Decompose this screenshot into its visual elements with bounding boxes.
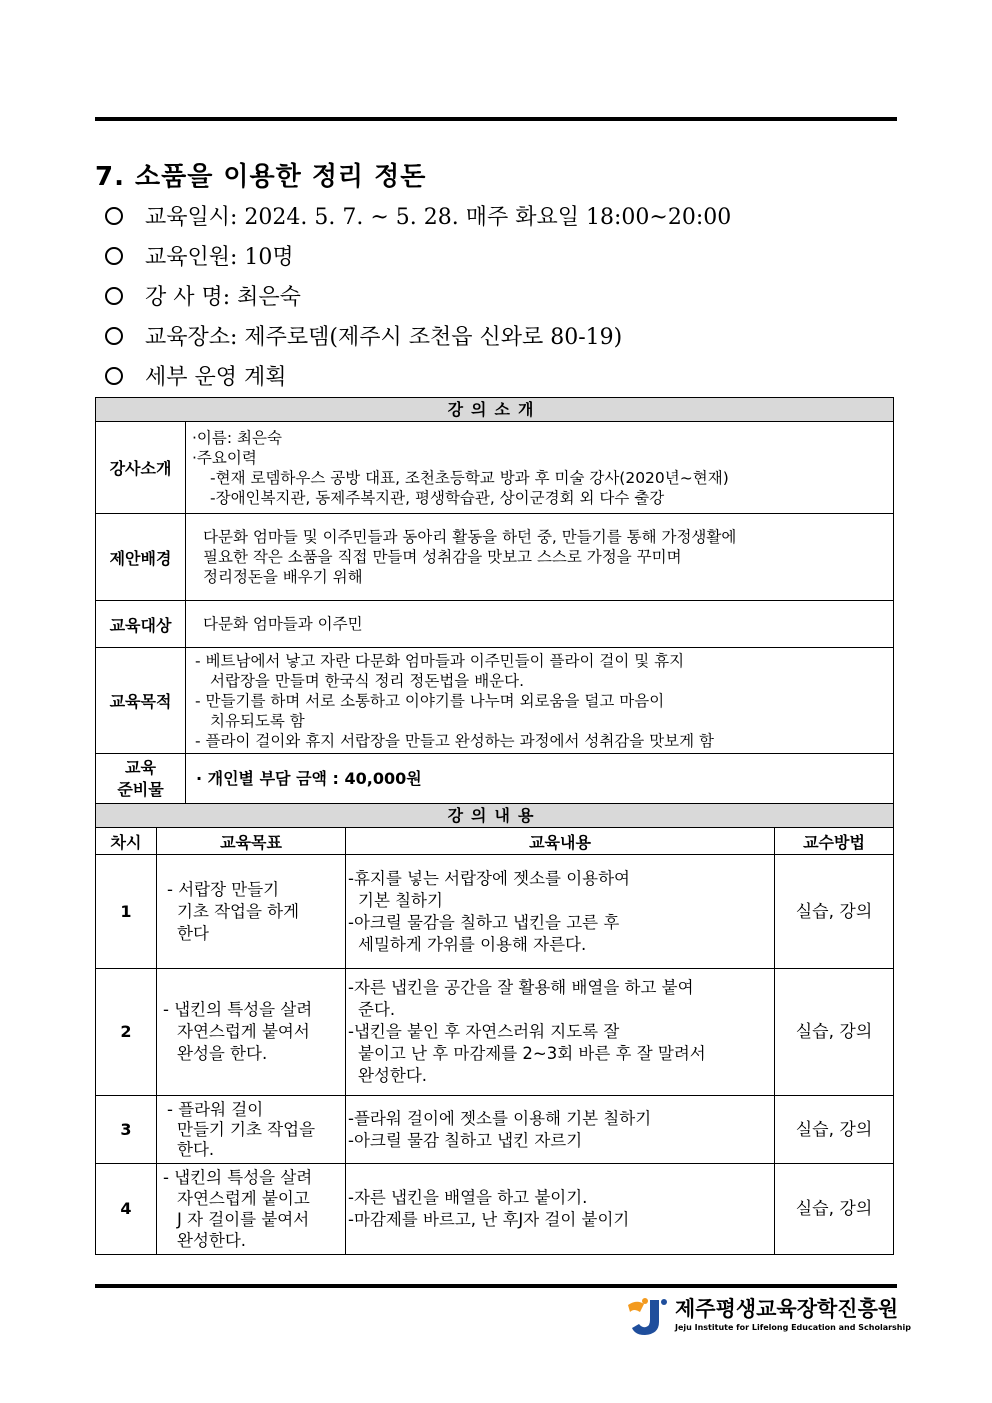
circle-bullet-icon <box>105 247 123 265</box>
row-proposal-background <box>96 514 894 601</box>
session-method: 실습, 강의 <box>775 1096 894 1164</box>
session-goal: - 냅킨의 특성을 살려 자연스럽게 붙여서 완성을 한다. <box>157 969 346 1096</box>
label-proposal-background: 제안배경 <box>96 514 186 601</box>
org-name: 제주평생교육장학진흥원 <box>675 1297 899 1321</box>
bullet-venue: 교육장소: 제주로뎀(제주시 조천읍 신와로 80-19) <box>105 318 731 358</box>
session-goal: - 플라워 걸이 만들기 기초 작업을 한다. <box>157 1096 346 1164</box>
org-name-english: Jeju Institute for Lifelong Education and Scholarship <box>675 1323 911 1332</box>
info-bullet-list <box>105 198 731 398</box>
table-row <box>96 1096 894 1164</box>
top-divider <box>95 117 897 121</box>
intro-table-header: 강의소개 <box>96 398 894 422</box>
row-materials <box>96 754 894 805</box>
session-method: 실습, 강의 <box>775 1164 894 1255</box>
session-number: 1 <box>96 855 157 969</box>
circle-bullet-icon <box>105 367 123 385</box>
purpose-content: - 베트남에서 낳고 자란 다문화 엄마들과 이주민들이 플라이 걸이 및 휴지 서랍장을 만들며 한국식 정리 정돈법을 배운다. - 만들기를 하며 서로 소통하고 이야기를 나누며 외로움을 덜고 마음이 치유되도록 함 - 플라이 걸이와 휴지 서랍장을 만들고 완성하는 과정에서 성취감을 맛보게 함 <box>186 648 894 754</box>
table-row <box>96 1164 894 1255</box>
bullet-plan: 세부 운영 계획 <box>105 358 731 398</box>
label-purpose: 교육목적 <box>96 648 186 754</box>
circle-bullet-icon <box>105 327 123 345</box>
jeju-logo-icon <box>625 1296 669 1338</box>
label-instructor-intro: 강사소개 <box>96 422 186 514</box>
lesson-table-header: 강의내용 <box>96 804 894 828</box>
session-content: -자른 냅킨을 배열을 하고 붙이기. -마감제를 바르고, 난 후J자 걸이 붙이기 <box>346 1164 775 1255</box>
table-row <box>96 969 894 1096</box>
session-goal: - 서랍장 만들기 기초 작업을 하게 한다 <box>157 855 346 969</box>
row-instructor-intro <box>96 422 894 514</box>
target-content: 다문화 엄마들과 이주민 <box>186 601 894 648</box>
session-content: -자른 냅킨을 공간을 잘 활용해 배열을 하고 붙여 준다. -냅킨을 붙인 후 자연스러워 지도록 잘 붙이고 난 후 마감제를 2~3회 바른 후 잘 말려서 완성한다. <box>346 969 775 1096</box>
bullet-instructor: 강 사 명: 최은숙 <box>105 278 731 318</box>
session-method: 실습, 강의 <box>775 855 894 969</box>
session-method: 실습, 강의 <box>775 969 894 1096</box>
materials-cost: · 개인별 부담 금액 : 40,000원 <box>186 754 894 805</box>
proposal-background-content: 다문화 엄마들 및 이주민들과 동아리 활동을 하던 중, 만들기를 통해 가정생활에 필요한 작은 소품을 직접 만들며 성취감을 맛보고 스스로 가정을 꾸미며 정리정돈을 배우기 위해 <box>186 514 894 601</box>
col-content: 교육내용 <box>346 828 775 855</box>
instructor-intro-content: ·이름: 최은숙 ·주요이력 -현재 로뎀하우스 공방 대표, 조천초등학교 방과 후 미술 강사(2020년~현재) -장애인복지관, 동제주복지관, 평생학습관, 상이군경회 외 다수 출강 <box>186 422 894 514</box>
org-logo <box>625 1296 911 1338</box>
bottom-divider <box>95 1284 897 1288</box>
session-number: 4 <box>96 1164 157 1255</box>
session-number: 2 <box>96 969 157 1096</box>
label-target: 교육대상 <box>96 601 186 648</box>
session-content: -플라워 걸이에 젯소를 이용해 기본 칠하기 -아크릴 물감 칠하고 냅킨 자르기 <box>346 1096 775 1164</box>
col-method: 교수방법 <box>775 828 894 855</box>
session-content: -휴지를 넣는 서랍장에 젯소를 이용하여 기본 칠하기 -아크릴 물감을 칠하고 냅킨을 고른 후 세밀하게 가위를 이용해 자른다. <box>346 855 775 969</box>
label-materials: 교육 준비물 <box>96 754 186 805</box>
bullet-schedule: 교육일시: 2024. 5. 7. ~ 5. 28. 매주 화요일 18:00~20:00 <box>105 198 731 238</box>
circle-bullet-icon <box>105 207 123 225</box>
section-title: 7. 소품을 이용한 정리 정돈 <box>95 162 427 192</box>
session-goal: - 냅킨의 특성을 살려 자연스럽게 붙이고 J 자 걸이를 붙여서 완성한다. <box>157 1164 346 1255</box>
bullet-headcount: 교육인원: 10명 <box>105 238 731 278</box>
row-purpose <box>96 648 894 754</box>
circle-bullet-icon <box>105 287 123 305</box>
row-target <box>96 601 894 648</box>
col-goal: 교육목표 <box>157 828 346 855</box>
table-row <box>96 855 894 969</box>
lesson-plan-table <box>95 803 894 1255</box>
course-intro-table <box>95 397 894 805</box>
session-number: 3 <box>96 1096 157 1164</box>
col-session: 차시 <box>96 828 157 855</box>
